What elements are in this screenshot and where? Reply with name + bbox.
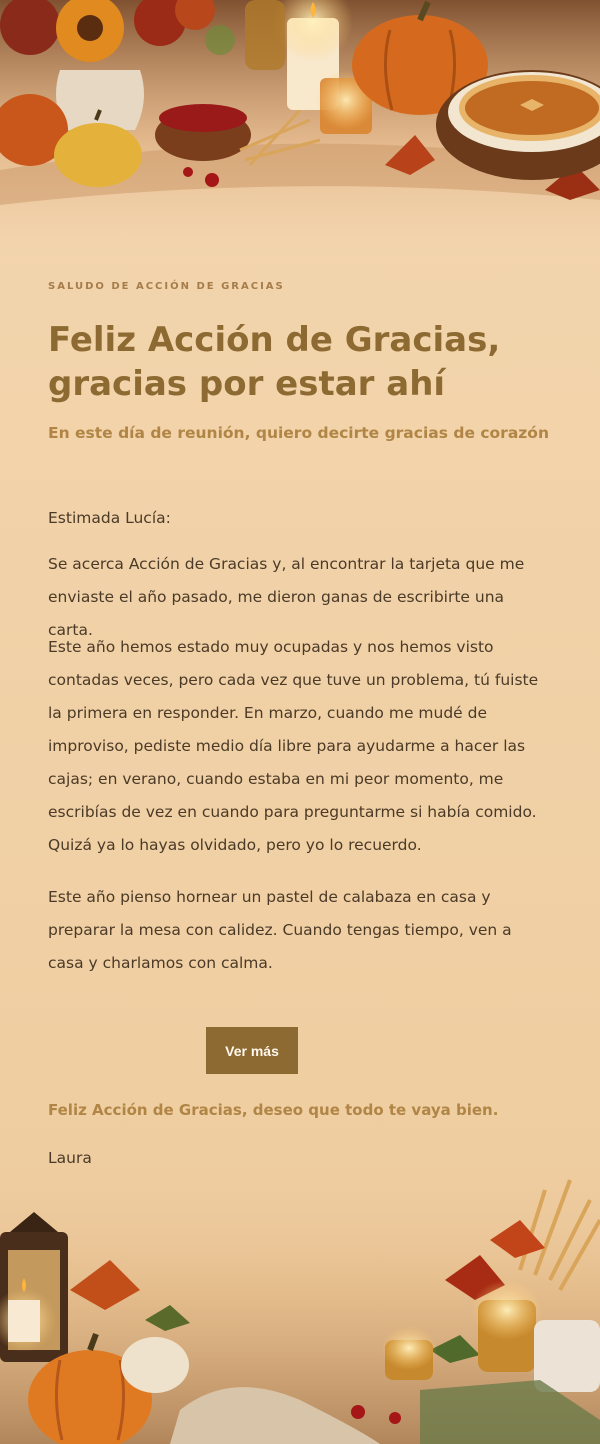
header-image-thanksgiving-table	[0, 0, 600, 270]
greeting: Estimada Lucía:	[48, 509, 171, 527]
body-paragraph-1: Se acerca Acción de Gracias y, al encontrar la tarjeta que me enviaste el año pasado, me dieron ganas de escribirte una carta.	[48, 555, 525, 639]
see-more-button[interactable]: Ver más	[206, 1027, 298, 1074]
closing-line: Feliz Acción de Gracias, deseo que todo te vaya bien.	[48, 1101, 499, 1119]
eyebrow-label: SALUDO DE ACCIÓN DE GRACIAS	[48, 281, 285, 292]
letter-title: Feliz Acción de Gracias, gracias por estar ahí	[48, 320, 501, 404]
body-paragraph-2: Este año hemos estado muy ocupadas y nos hemos visto contadas veces, pero cada vez que tuve un problema, tú fuiste la primera en responder. En marzo, cuando me mudé de improviso, pediste medio día libre para ayudarme a hacer las cajas; en verano, cuando estaba en mi peor momento, me escribías de vez en cuando para preguntarme si había comido. Quizá ya lo hayas olvidado, pero yo lo recuerdo.	[48, 638, 539, 854]
body-paragraph-3: Este año pienso hornear un pastel de calabaza en casa y preparar la mesa con calidez. Cuando tengas tiempo, ven a casa y charlamos con calma.	[48, 888, 512, 972]
signature: Laura	[48, 1149, 92, 1167]
letter-subtitle: En este día de reunión, quiero decirte gracias de corazón	[48, 424, 549, 442]
footer-image-autumn-decor	[0, 1150, 600, 1444]
